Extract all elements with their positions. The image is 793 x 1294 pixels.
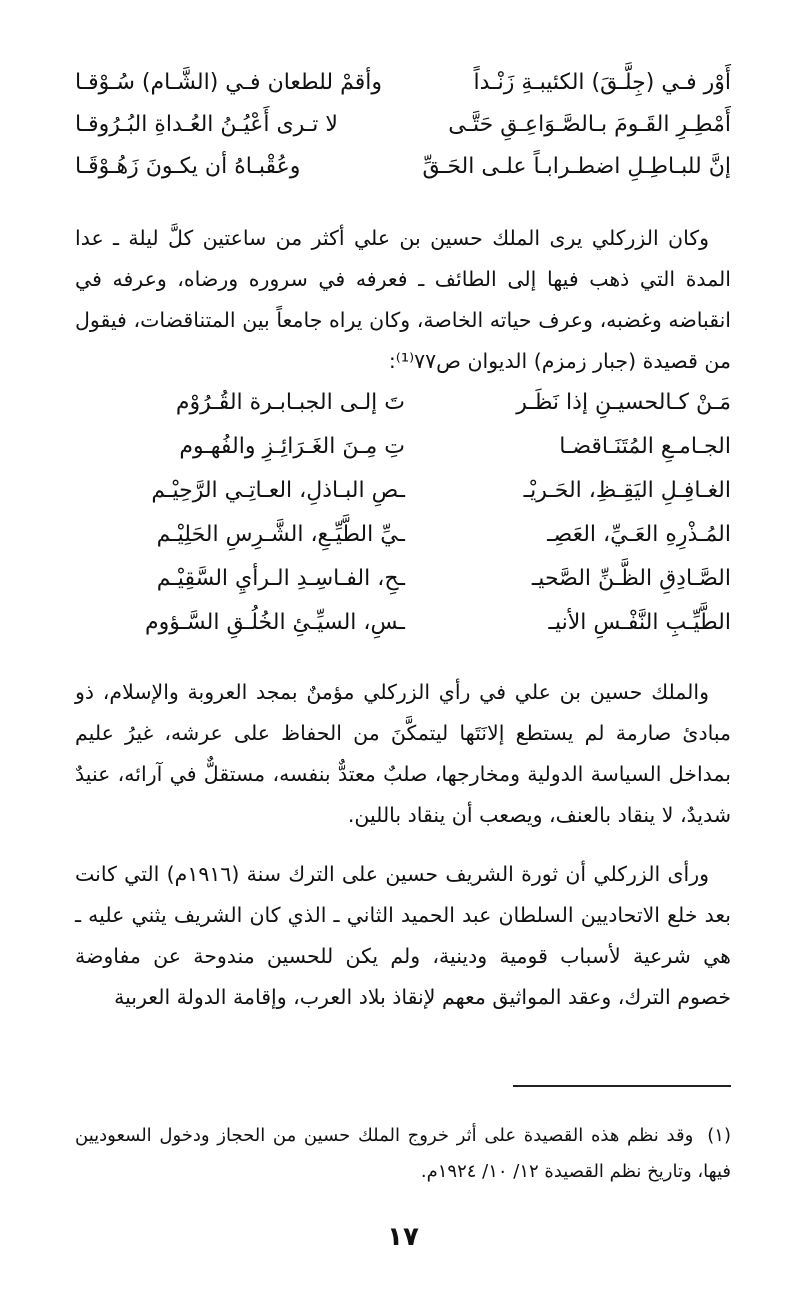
verse-line — [75, 610, 731, 654]
verse-line — [75, 478, 731, 522]
verse-second-hemistich: ـسِ، السيِّـئِ الخُلُـقِ السَّـؤوم — [144, 610, 405, 635]
verse-line — [75, 390, 731, 434]
poem-stanza-top — [75, 70, 731, 196]
verse-line — [75, 112, 731, 154]
body-paragraph: والملك حسين بن علي في رأي الزركلي مؤمنٌ بمجد العروبة والإسلام، ذو مبادئ صارمة لم يستطع إلانَتَها ليتمكَّنَ من الحفاظ على عرشه، غيرُ عليم بمداخل السياسة الدولية ومخارجها، صلبٌ معتدٌّ بنفسه، مستقلٌّ في آرائه، عنيدٌ شديدٌ، لا ينقاد بالعنف، ويصعب أن ينقاد باللين. — [75, 680, 731, 827]
verse-second-hemistich: ـحِ، الفـاسِـدِ الـرأيِ السَّقِيْـم — [156, 566, 405, 591]
verse-first-hemistich: مَـنْ كـالحسيـنِ إذا نَظَـر — [516, 390, 731, 415]
verse-line — [75, 522, 731, 566]
verse-first-hemistich: أَمْطِـرِ القَـومَ بـالصَّـوَاعِـقِ حَتَّـى — [448, 112, 731, 137]
page-number: ١٧ — [387, 1222, 419, 1252]
book-page — [75, 70, 731, 1294]
verse-line — [75, 566, 731, 610]
verse-second-hemistich: وعُقْبـاهُ أن يكـونَ زَهُـوْقَـا — [75, 154, 301, 179]
body-paragraph: وكان الزركلي يرى الملك حسين بن علي أكثر من ساعتين كلَّ ليلة ـ عدا المدة التي ذهب فيها إلى الطائف ـ فعرفه في سروره ورضاه، وعرفه في انقباضه وغضبه، وعرف حياته الخاصة، وكان يراه جامعاً بين المتناقضات، فيقول من قصيدة (جبار زمزم) الديوان ص٧٧⁽¹⁾: — [75, 226, 731, 373]
footnote-text: وقد نظم هذه القصيدة على أثر خروج الملك حسين من الحجاز ودخول السعوديين فيها، وتاريخ نظم القصيدة ١٢/ ١٠/ ١٩٢٤م. — [75, 1125, 731, 1182]
footnote — [75, 1118, 731, 1190]
verse-second-hemistich: تَ إلـى الجبـابـرة القُـرُوْم — [175, 390, 405, 415]
verse-first-hemistich: الطَّيِّـبِ النَّفْـسِ الأنيـ — [548, 610, 731, 635]
footnote-marker: (١) — [707, 1125, 731, 1146]
footnote-separator — [513, 1085, 731, 1087]
verse-first-hemistich: إنَّ للبـاطِـلِ اضطـرابـاً علـى الحَـقِّ — [422, 154, 731, 179]
verse-first-hemistich: أَوْر فـي (جِلَّـقَ) الكئيبـةِ زَنْـداً — [473, 70, 731, 95]
body-paragraph: ورأى الزركلي أن ثورة الشريف حسين على الترك سنة (١٩١٦م) التي كانت بعد خلع الاتحاديين السلطان عبد الحميد الثاني ـ الذي كان الشريف يثني عليه ـ هي شرعية لأسباب قومية ودينية، ولم يكن للحسين مندوحة عن مفاوضة خصوم الترك، وعقد المواثيق معهم لإنقاذ بلاد العرب، وإقامة الدولة العربية — [75, 862, 731, 1009]
verse-first-hemistich: الجـامـعِ المُتَنَـاقضـا — [559, 434, 731, 459]
poem-stanza-middle — [75, 390, 731, 654]
verse-second-hemistich: تِ مِـنَ الغَـرَائِـزِ والفُهـوم — [179, 434, 405, 459]
verse-first-hemistich: المُـذْرِهِ العَـيِّ، العَصِـ — [547, 522, 731, 547]
verse-second-hemistich: ـيِّ الطَّيِّـعِ، الشَّـرِسِ الحَلِيْـم — [156, 522, 405, 547]
verse-line — [75, 154, 731, 196]
verse-first-hemistich: الغـافِـلِ اليَقِـظِ، الحَـريْـ — [523, 478, 731, 503]
verse-second-hemistich: وأقمْ للطعان فـي (الشَّـام) سُـوْقـا — [75, 70, 382, 95]
verse-line — [75, 70, 731, 112]
verse-second-hemistich: ـصِ البـاذلِ، العـاتِـي الرَّحِيْـم — [151, 478, 405, 503]
verse-line — [75, 434, 731, 478]
verse-second-hemistich: لا تـرى أَعْيُـنُ العُـداةِ البُـرُوقـا — [75, 112, 338, 137]
verse-first-hemistich: الصَّـادِقِ الظَّـنِّ الصَّحيـ — [531, 566, 731, 591]
